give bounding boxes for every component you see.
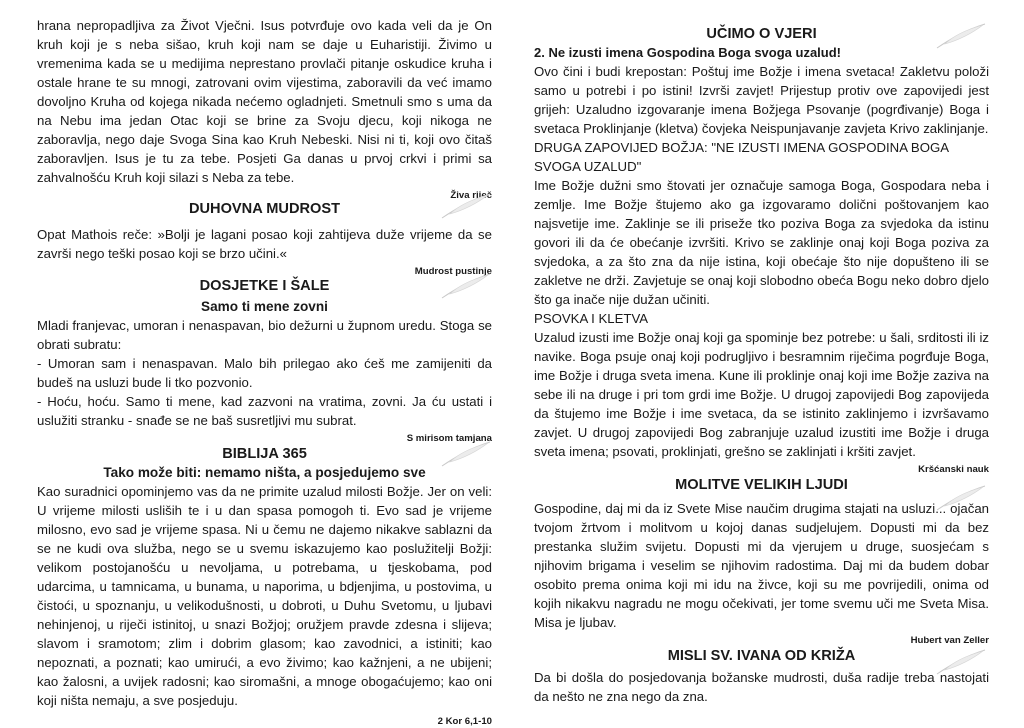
wisdom-title: DUHOVNA MUDROST [188,201,341,217]
bible-subtitle: Tako može biti: nemamo ništa, a posjedujemo sve [103,465,426,480]
feather-icon [935,648,987,676]
left-column [37,16,492,728]
faith-title: UČIMO O VJERI [706,26,817,42]
faith-paragraph-2: DRUGA ZAPOVIJED BOŽJA: "NE IZUSTI IMENA GOSPODINA BOGA SVOGA UZALUD" [534,140,949,174]
jokes-source: S mirisom tamjana [406,433,492,444]
faith-heading: 2. Ne izusti imena Gospodina Boga svoga uzalud! [534,45,841,60]
intro-source: Živa riječ [450,190,492,201]
john-text: Da bi došla do posjedovanja božanske mudrosti, duša radije treba nastojati da nešto ne zna nego da zna. [534,670,989,704]
feather-icon [440,192,492,220]
faith-paragraph-4: PSOVKA I KLETVA [534,311,649,326]
jokes-title: DOSJETKE I ŠALE [199,278,330,294]
intro-paragraph: hrana nepropadljiva za Život Vječni. Isus potvrđuje ovo kada veli da je On kruh koji je s neba sišao, kruh koji nam se daje u Euharistiji. Živimo u vremenima kada se u medijima neprestano provlači pitanje oskudice kruha i ostale hrane te su mnogi, zatrovani ovim vijestima, zaboravili da već imamo dovoljno Kruha od kojega nikada nećemo ogladnjeti. Smetnuli smo s uma da na Nebu ima jedan Otac koji se brine za Svoju djecu, koji nikoga ne zaboravlja, nego daje Svoga Sina kao Kruh Nebeski. Nisi ni ti, koji ovo čitaš zaboravljen. Isus je tu za tebe. Posjeti Ga danas u prvoj crkvi i primi sa zahvalnošću Kruh koji silazi s Neba za tebe. [37,18,492,185]
jokes-paragraph-3: - Hoću, hoću. Samo ti mene, kad zazvoni na vratima, zovni. Ja ću ustati i uslužiti stranku - snađe se ne baš susretljivi mu subrat. [37,394,492,428]
john-title: MISLI SV. IVANA OD KRIŽA [667,648,856,664]
wisdom-source: Mudrost pustinje [414,266,492,277]
bible-title: BIBLIJA 365 [222,446,307,462]
bible-source: 2 Kor 6,1-10 [437,716,492,727]
prayer-title: MOLITVE VELIKIH LJUDI [675,477,848,493]
feather-icon [440,272,492,300]
jokes-subtitle: Samo ti mene zovni [201,299,328,314]
feather-icon [440,440,492,468]
faith-paragraph-5: Uzalud izusti ime Božje onaj koji ga spominje bez potrebe: u šali, srditosti ili iz navike. Boga psuje onaj koji podrugljivo i besramnim riječima pogrđuje Boga, ime Božje i druga sveta imena. Kune ili proklinje onaj koji ime Božje zaziva na sebe ili na druge i pri tom grdi ime Božje. U drugoj zapovijedi Bog zapovijeda da štujemo ime Božje i ime svetaca, da se istinito zaklinjemo i izvršavamo zavjet. U drugoj zapovijedi Bog zabranjuje uzalud izustiti ime Božje i druga sveta imena; psovati, proklinjati, grešno se zaklinjati i kršiti zavjet. [534,330,989,459]
wisdom-text: Opat Mathois reče: »Bolji je lagani posao koji zahtijeva duže vrijeme da se završi nego teški posao koji se brzo učini.« [37,227,492,261]
faith-source: Kršćanski nauk [918,464,989,475]
bible-text: Kao suradnici opominjemo vas da ne primite uzalud milosti Božje. Jer on veli: U vrijeme milosti usliših te i u dan spasa pomogoh ti. Evo sad je vrijeme milosno, evo sad je vrijeme spasa. Ni u čemu ne dajemo nikakve sablazni da se ne kudi ova služba, nego se u svemu iskazujemo kao poslužitelji Božji: velikom postojanošću u nevoljama, u potrebama, u tjeskobama, pod udarcima, u tamnicama, u bunama, u naporima, u bdjenjima, u postovima, u čistoći, u spoznanju, u velikodušnosti, u dobroti, u Duhu Svetomu, u ljubavi nehinjenoj, u riječi istinitoj, u snazi Božjoj; oružjem pravde zdesna i slijeva; slavom i sramotom; zlim i dobrim glasom; kao zavodnici, a istiniti; kao nepoznati, a poznati; kao umirući, a evo živimo; kao kažnjeni, a ne ubijeni; kao žalosni, a uvijek radosni; kao siromašni, a mnoge obogaćujemo; kao oni koji ništa nemaju, a sve posjeduju. [37,484,492,708]
feather-icon [935,484,987,512]
jokes-paragraph-2: - Umoran sam i nenaspavan. Malo bih prilegao ako ćeš me zamijeniti da budeš na usluzi bude li tko pozvonio. [37,356,492,390]
feather-icon [935,22,987,50]
jokes-paragraph-1: Mladi franjevac, umoran i nenaspavan, bio dežurni u župnom uredu. Stoga se obrati subratu: [37,318,492,352]
prayer-source: Hubert van Zeller [910,635,989,646]
prayer-text: Gospodine, daj mi da iz Svete Mise naučim drugima stajati na usluzi... ojačan tvojom žrtvom i molitvom u kojoj danas sudjelujem. Dopusti mi da bez prestanka služim svijetu. Dopusti mi da vjerujem u druge, suosjećam s njihovim brigama i veselim se njihovim radostima. Daj mi da budem dobar osobito prema onima koji mi idu na živce, koji su me povrijedili, onima od kojih nikakvu nagradu ne mogu očekivati, jer tome svemu uči me Sveta Misa. Misa je ljubav. [534,501,989,630]
right-column [534,25,989,706]
faith-paragraph-1: Ovo čini i budi krepostan: Poštuj ime Božje i imena svetaca! Zakletvu položi samo u potrebi i po istini! Izvrši zavjet! Prijestup protiv ove zapovijedi jest grijeh: Uzaludno izgovaranje imena Božjega Psovanje (pogrđivanje) Boga i svetaca Proklinjanje (kletva) čovjeka Neispunjavanje zavjeta Krivo zaklinjanje. [534,64,989,136]
faith-paragraph-3: Ime Božje dužni smo štovati jer označuje samoga Boga, Gospodara neba i zemlje. Ime Božje štujemo ako ga izgovaramo dolični poštovanjem kao najsvetije ime. Zaklinje se ili priseže tko poziva Boga za svjedoka da istinu govori ili da će obećanje izvršiti. Krivo se zaklinje onaj koji Boga poziva za svjedoka, a za što zna da nije istina, koji obećaje što nije dopušteno ili se zakletve ne drži. Zavjetuje se onaj koji slobodno obeća Bogu neko dobro djelo što ga inače nije dužan učiniti. [534,178,989,307]
